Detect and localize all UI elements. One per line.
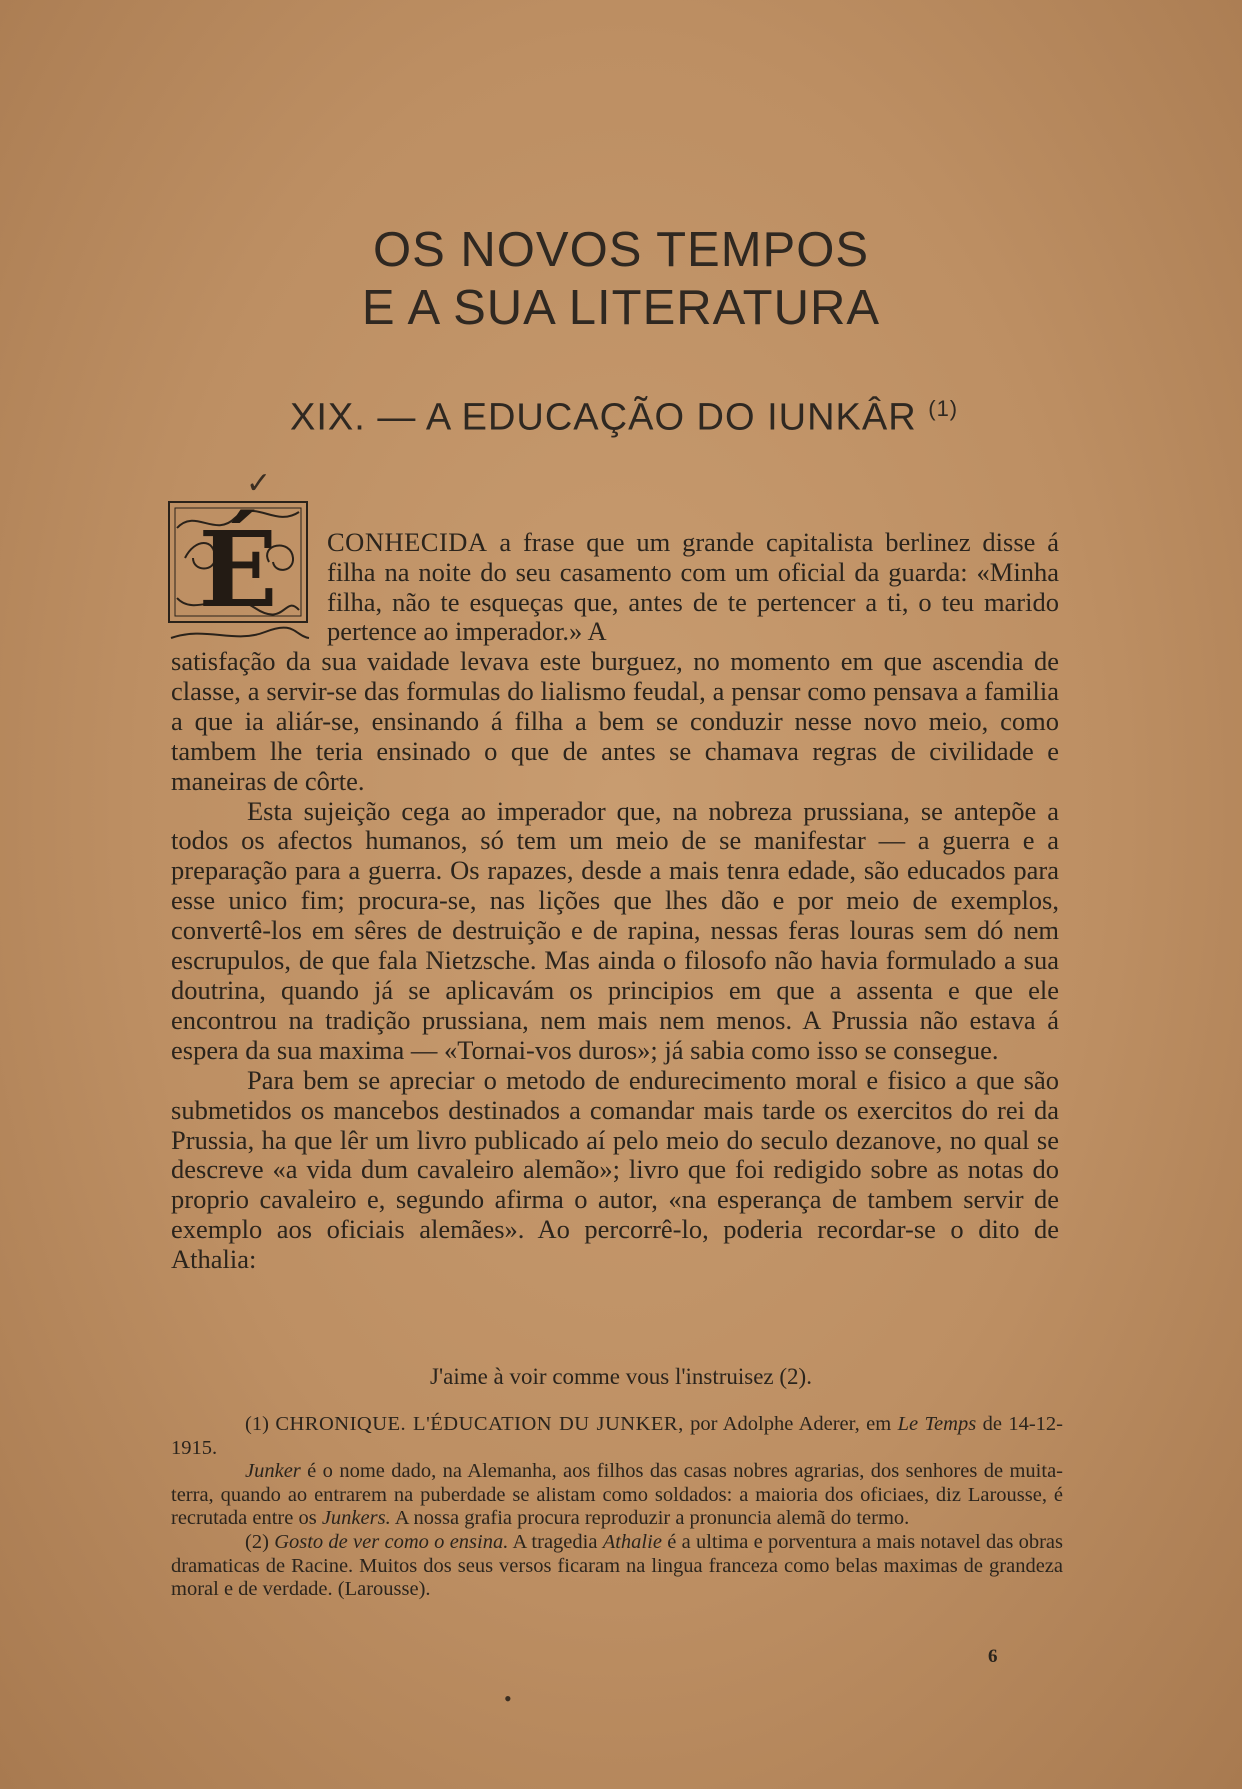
footnote-2-play: Athalie: [602, 1530, 662, 1553]
paragraph-2: Esta sujeição cega ao imperador que, na nobreza prussiana, se antepõe a todos os afectos humanos, só tem um meio de se manifestar — a guerra e a preparação para a guerra. Os rapazes, desde a mais tenra edade, são educados para esse unico fim; procura-se, nas lições que lhes dão e por meio de exemplos, convertê-los em sêres de destruição e de rapina, nessas feras louras sem dó nem escrupulos, de que fala Nietzsche. Mas ainda o filosofo não havia formulado a sua doutrina, quando já se aplicavám os principios em que a assenta e que ele encontrou na tradição prussiana, nem mais nem menos. A Prussia não estava á espera da sua maxima — «Tornai-vos duros»; já sabia como isso se consegue.: [171, 795, 1059, 1065]
dropcap-letter: É: [198, 508, 278, 631]
footnote-1-text: é o nome dado, na Alemanha, aos filhos das casas nobres agrarias, dos senhores de muita-terra, quando ao entrarem na puberdade se alistam como soldados: a maioria dos oficiaes, diz Larousse, é recrutada entre os: [171, 1460, 1063, 1530]
section-heading-text: XIX. — A EDUCAÇÃO DO IUNKÂR: [290, 396, 917, 439]
title-line-2: E A SUA LITERATURA: [361, 281, 881, 335]
opening-lines: [327, 528, 1059, 647]
section-heading: [290, 396, 958, 440]
footnote-1-term-plural: Junkers.: [321, 1507, 391, 1530]
footnotes: [171, 1413, 1063, 1602]
opening-text: a frase que um grande capitalista berlinez disse á filha na noite do seu casamento com um oficial da guarda: «Minha filha, não te esqueças que, antes de te pertencer a ti, o teu marido pertence ao imperador.» A: [327, 527, 1059, 647]
footnote-1-text-end: A nossa grafia procura reproduzir a pronuncia alemã do termo.: [390, 1507, 910, 1530]
ornamental-dropcap: [165, 498, 311, 646]
article-body: [171, 647, 1059, 1275]
opening-word: CONHECIDA: [327, 527, 488, 557]
footnote-2-text-end: é a ultima e porventura a mais notavel das obras dramaticas de Racine. Muitos dos seus versos ficaram na lingua franceza como belas maximas de grandeza moral e de verdade. (Larousse).: [171, 1530, 1063, 1601]
footnote-2-marker: (2): [245, 1530, 269, 1553]
footnote-2: [171, 1531, 1063, 1602]
title-line-1: OS NOVOS TEMPOS: [372, 223, 870, 277]
footnote-1-publication: Le Temps: [897, 1413, 977, 1435]
ink-mark: ✓: [246, 467, 272, 500]
footnote-1-source: CHRONIQUE. L'ÉDUCATION DU JUNKER,: [275, 1413, 684, 1435]
footnote-1-date: de 14-12-1915.: [171, 1413, 1064, 1459]
athalia-quote: J'aime à voir comme vous l'instruisez (2).: [430, 1364, 812, 1389]
paragraph-1-continued: satisfação da sua vaidade levava este burguez, no momento em que ascendia de classe, a servir-se das formulas do lialismo feudal, a pensar como pensava a familia a que ia aliár-se, ensinando á filha a bem se conduzir nesse novo meio, como tambem lhe teria ensinado o que de antes se chamava regras de civilidade e maneiras de côrte.: [171, 646, 1059, 796]
footnote-1-marker: (1): [245, 1413, 269, 1435]
paragraph-3: Para bem se apreciar o metodo de endurecimento moral e fisico a que são submetidos os mancebos destinados a comandar mais tarde os exercitos do rei da Prussia, ha que lêr um livro publicado aí pelo meio do seculo dezanove, no qual se descreve «a vida dum cavaleiro alemão»; livro que foi redigido sobre as notas do proprio cavaleiro e, segundo afirma o autor, «na esperança de tambem servir de exemplo aos oficiais alemães». Ao percorrê-lo, poderia recordar-se o dito de Athalia:: [171, 1064, 1059, 1275]
footnote-1-term: Junker: [245, 1460, 301, 1483]
section-note-ref: (1): [928, 396, 959, 421]
footnote-1-explanation: [171, 1460, 1063, 1531]
footnote-2-text: A tragedia: [508, 1530, 603, 1553]
footnote-1: [171, 1413, 1063, 1460]
page-number: 6: [988, 1646, 998, 1667]
footnote-1-by: por Adolphe Aderer, em: [683, 1413, 898, 1435]
footnote-2-translation: Gosto de ver como o ensina.: [274, 1530, 509, 1553]
ink-dot: •: [504, 1686, 512, 1711]
